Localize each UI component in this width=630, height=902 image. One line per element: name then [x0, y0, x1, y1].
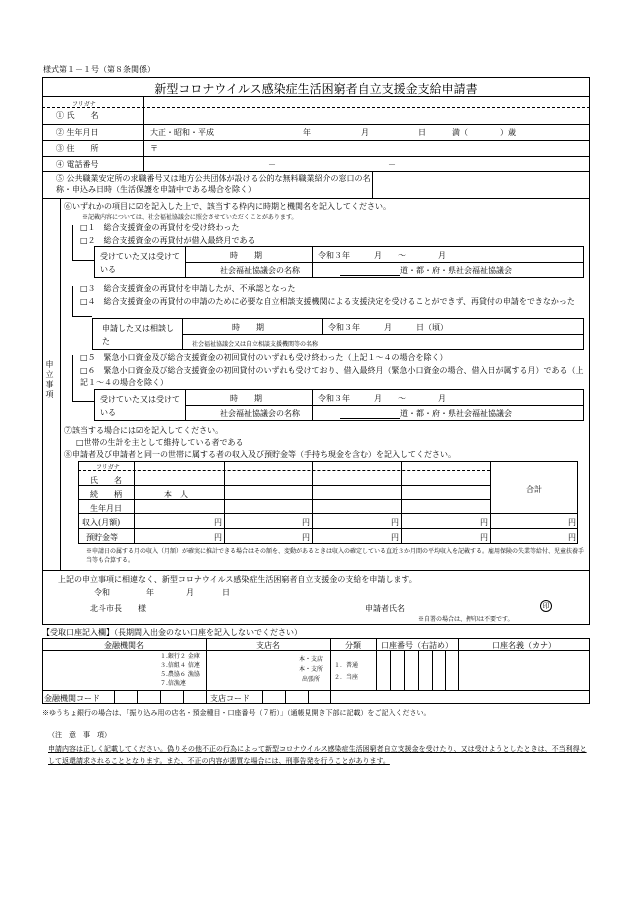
yen-income-3: 円 — [391, 518, 399, 527]
q7-option[interactable]: □世帯の生計を主として維持している者である — [76, 438, 244, 447]
q5-label: ⑤ 公共職業安定所の求職番号又は地方公共団体が設ける公的な無料職業紹介の窓口の名称・申込み日時（生活保護を申請中である場合を除く） — [56, 174, 371, 194]
col-holder: 口座名義（カナ） — [492, 641, 556, 650]
signer-field[interactable] — [420, 600, 530, 612]
birth-year[interactable]: 年 — [303, 128, 311, 137]
yen-income-4: 円 — [480, 518, 488, 527]
yen-income-total: 円 — [568, 518, 576, 527]
total-label: 合計 — [526, 485, 542, 494]
yen-income-1: 円 — [214, 518, 222, 527]
section-side-label: 申立事項 — [45, 360, 54, 400]
box3-period-label: 時 期 — [230, 394, 262, 403]
q8-title: ⑧申請者及び申請者と同一の世帯に属する者の収入及び預貯金等（手持ち現金を含む）を記入してください。 — [64, 450, 456, 459]
account-types[interactable]: １．普通 ２．当座 — [334, 662, 359, 681]
mayor-addressee: 北斗市長 様 — [90, 604, 146, 613]
yen-savings-2: 円 — [302, 533, 310, 542]
option-4[interactable]: □４ 総合支援資金の再貸付の申請のために必要な自立相談支援機関による支援決定を受けることができず、再貸付の申請をできなかった — [80, 297, 575, 306]
seal-note: ※自署の場合は、押印は不要です。 — [418, 616, 514, 623]
box1-org-value[interactable]: 道・都・府・県社会福祉協議会 — [400, 266, 512, 275]
box2-label: 申請した又は相談した — [102, 324, 174, 346]
table-row-birth: 生年月日 — [90, 504, 122, 513]
yen-savings-1: 円 — [214, 533, 222, 542]
box2-period-value[interactable]: 令和３年 月 日（頃） — [328, 323, 448, 332]
box3-period-value[interactable]: 令和３年 月 ～ 月 — [318, 394, 446, 403]
bank-header: 【受取口座記入欄】（長期間入出金のない口座を記入しないでください） — [42, 628, 302, 637]
q5-field[interactable] — [374, 173, 587, 195]
yen-savings-3: 円 — [391, 533, 399, 542]
box1-period-label: 時 期 — [230, 251, 262, 260]
option-1[interactable]: □１ 総合支援資金の再貸付を受け終わった — [80, 223, 240, 232]
branch-code-label: 支店コード — [210, 694, 250, 703]
option-3[interactable]: □３ 総合支援資金の再貸付を申請したが、不承認となった — [80, 284, 296, 293]
col-account: 口座番号（右詰め） — [381, 641, 453, 650]
yucho-note: ※ゆうちょ銀行の場合は、「振り込み用の店名・預金種目・口座番号（７桁）」（通帳見開き下部に記載）をご記入ください。 — [42, 709, 431, 717]
box1-label: 受けていた又は受けている — [100, 252, 180, 274]
declaration-text: 上記の申立事項に相違なく、新型コロナウイルス感染症生活困窮者自立支援金の支給を申請します。 — [58, 575, 417, 584]
birth-day[interactable]: 日 — [418, 128, 426, 137]
table-row-income: 収入(月額) — [82, 518, 121, 527]
box3-label: 受けていた又は受けている — [100, 395, 180, 417]
relation-self: 本 人 — [164, 490, 188, 499]
box1-period-value[interactable]: 令和３年 月 ～ 月 — [318, 251, 446, 260]
signer-label: 申請者氏名 — [365, 604, 405, 613]
seal-mark: 印 — [540, 600, 552, 612]
phone-dash-2: － — [388, 160, 396, 169]
yen-savings-4: 円 — [480, 533, 488, 542]
box3-org-value[interactable]: 道・都・府・県社会福祉協議会 — [400, 409, 512, 418]
form-number: 様式第１－１号（第８条関係） — [43, 65, 155, 74]
option-2[interactable]: □２ 総合支援資金の再貸付が借入最終月である — [80, 236, 256, 245]
table-row-relation: 続 柄 — [90, 490, 122, 499]
box1-org-label: 社会福祉協議会の名称 — [220, 266, 300, 275]
notice-title: （注 意 事 項） — [48, 731, 111, 739]
date-day[interactable]: 日 — [222, 588, 230, 597]
birth-age[interactable]: 満（ ）歳 — [452, 128, 516, 137]
col-bank: 金融機関名 — [104, 641, 144, 650]
table-row-name: 氏 名 — [90, 476, 122, 485]
address-label: ③ 住 所 — [56, 144, 99, 153]
birth-label: ② 生年月日 — [56, 128, 99, 137]
date-year[interactable]: 年 — [146, 588, 154, 597]
branch-types[interactable]: 本・支店 本・支所 出張所 — [298, 656, 323, 683]
name-label: ① 氏 名 — [56, 111, 99, 120]
birth-era[interactable]: 大正・昭和・平成 — [150, 128, 214, 137]
phone-label: ④ 電話番号 — [56, 160, 99, 169]
furigana-label: フリガナ — [72, 101, 96, 108]
q6-title: ⑥いずれかの項目に☑を記入した上で、該当する枠内に時期と機関名を記入してください。 — [64, 202, 392, 211]
table-note: ※申請日の属する月の収入（月額）が確実に推計できる場合はその額を、変動があるときは収入の確定している直近３か月間の平均収入を記載する。雇用保険の失業等給付、児童扶養手当等も合算する。 — [86, 548, 585, 564]
name-field[interactable] — [145, 108, 587, 122]
postal-mark[interactable]: 〒 — [150, 144, 158, 153]
form-title: 新型コロナウイルス感染症生活困窮者自立支援金支給申請書 — [154, 82, 478, 96]
date-reiwa: 令和 — [94, 588, 110, 597]
yen-income-2: 円 — [302, 518, 310, 527]
option-5[interactable]: □５ 緊急小口資金及び総合支援資金の初回貸付のいずれも受け終わった（上記１～４の場合を除く） — [80, 353, 448, 362]
bank-code-label: 金融機関コード — [44, 694, 100, 703]
birth-month[interactable]: 月 — [361, 128, 369, 137]
q6-note: ※記載内容については、社会福祉協議会に照会させていただくことがあります。 — [82, 214, 298, 221]
box2-period-label: 時 期 — [232, 323, 264, 332]
option-6[interactable]: □６ 緊急小口資金及び総合支援資金の初回貸付のいずれも受けており、借入最終月（緊急小口資金の場合、借入日が属する月）である（上記１～４の場合を除く） — [80, 366, 584, 387]
box3-org-label: 社会福祉協議会の名称 — [220, 409, 300, 418]
household-table — [78, 461, 578, 544]
box2-org-label: 社会福祉協議会又は自立相談支援機関等の名称 — [192, 341, 319, 348]
date-month[interactable]: 月 — [186, 588, 194, 597]
table-row-savings: 預貯金等 — [86, 533, 118, 542]
yen-savings-total: 円 — [568, 533, 576, 542]
table-furigana-label: フリガナ — [96, 464, 120, 471]
col-branch: 支店名 — [256, 641, 280, 650]
bank-types[interactable]: １.銀行２ 金庫 ３.信組４ 信連 ５.農協６ 漁協 ７.信漁連 — [160, 653, 200, 687]
phone-dash-1: － — [268, 160, 276, 169]
col-type: 分類 — [345, 641, 361, 650]
notice-text: 申請内容は正しく記載してください。偽りその他不正の行為によって新型コロナウイルス感染症生活困窮者自立支援金を受けたり、又は受けようとしたときは、不当利得として返還請求されることとなります。また、不正の内容が悪質な場合には、刑事告発を行うことがあります。 — [48, 745, 587, 765]
q7-title: ⑦該当する場合には☑を記入してください。 — [64, 426, 224, 435]
